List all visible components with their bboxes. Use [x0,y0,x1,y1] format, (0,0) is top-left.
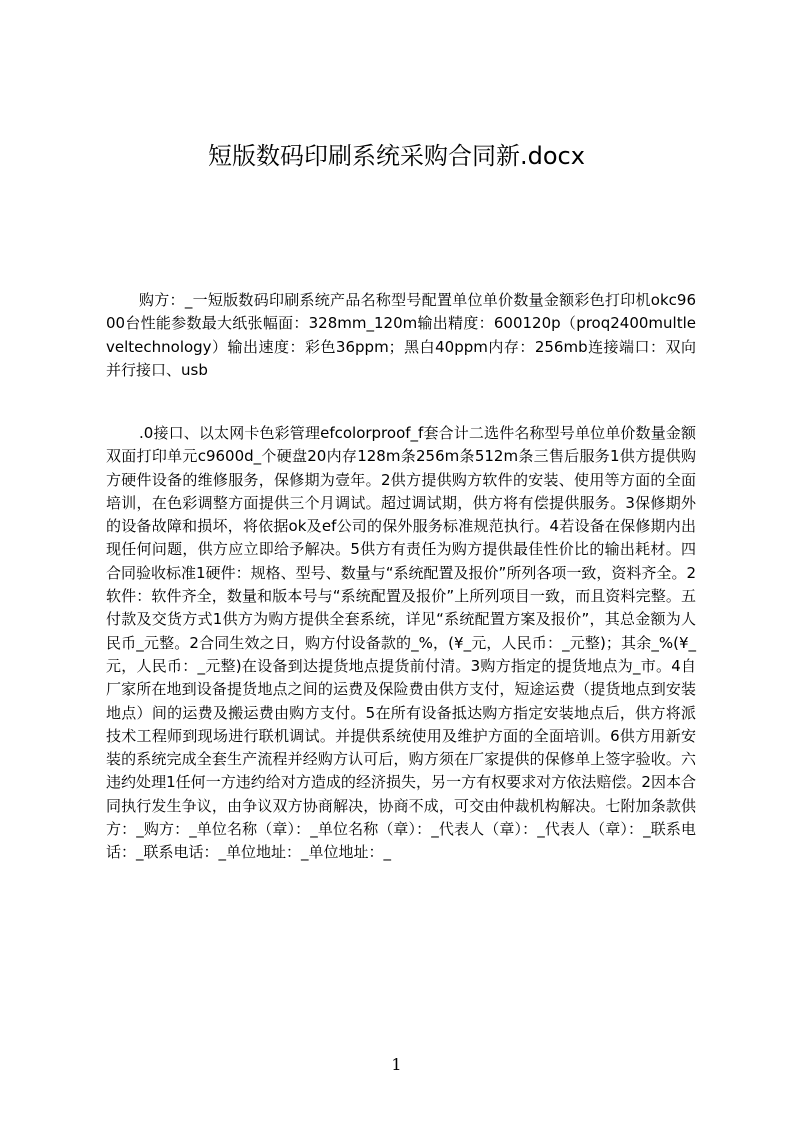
document-title: 短版数码印刷系统采购合同新.docx [208,142,585,170]
page-number: 1 [391,1055,402,1074]
body-paragraph-1: 购方：_一短版数码印刷系统产品名称型号配置单位单价数量金额彩色打印机okc9600台性能参数最大纸张幅面：328mm_120m输出精度：600120p（proq2400multleveltechnology）输出速度：彩色36ppm；黑白40ppm内存：256mb连接端口：双向并行接口、usb [106,291,696,379]
body-paragraph-2: .0接口、以太网卡色彩管理efcolorproof_f套合计二选件名称型号单位单价数量金额双面打印单元c9600d_个硬盘20内存128m条256m条512m条三售后服务1供方提供购方硬件设备的维修服务，保修期为壹年。2供方提供购方软件的安装、使用等方面的全面培训，在色彩调整方面提供三个月调试。超过调试期，供方将有偿提供服务。3保修期外的设备故障和损坏，将依据ok及ef公司的保外服务标准规范执行。4若设备在保修期内出现任何问题，供方应立即给予解决。5供方有责任为购方提供最佳性价比的输出耗材。四合同验收标准1硬件：规格、型号、数量与“系统配置及报价”所列各项一致，资料齐全。2软件：软件齐全，数量和版本号与“系统配置及报价”上所列项目一致，而且资料完整。五付款及交货方式1供方为购方提供全套系统，详见“系统配置方案及报价”，其总金额为人民币_元整。2合同生效之日，购方付设备款的_%，(¥_元，人民币：_元整)；其余_%(¥_元，人民币：_元整)在设备到达提货地点提货前付清。3购方指定的提货地点为_市。4自厂家所在地到设备提货地点之间的运费及保险费由供方支付，短途运费（提货地点到安装地点）间的运费及搬运费由购方支付。5在所有设备抵达购方指定安装地点后，供方将派技术工程师到现场进行联机调试。并提供系统使用及维护方面的全面培训。6供方用新安装的系统完成全套生产流程并经购方认可后，购方须在厂家提供的保修单上签字验收。六违约处理1任何一方违约给对方造成的经济损失，另一方有权要求对方依法赔偿。2因本合同执行发生争议，由争议双方协商解决，协商不成，可交由仲裁机构解决。七附加条款供方：_购方：_单位名称（章）：_单位名称（章）：_代表人（章）：_代表人（章）：_联系电话：_联系电话：_单位地址：_单位地址：_ [106,424,696,862]
